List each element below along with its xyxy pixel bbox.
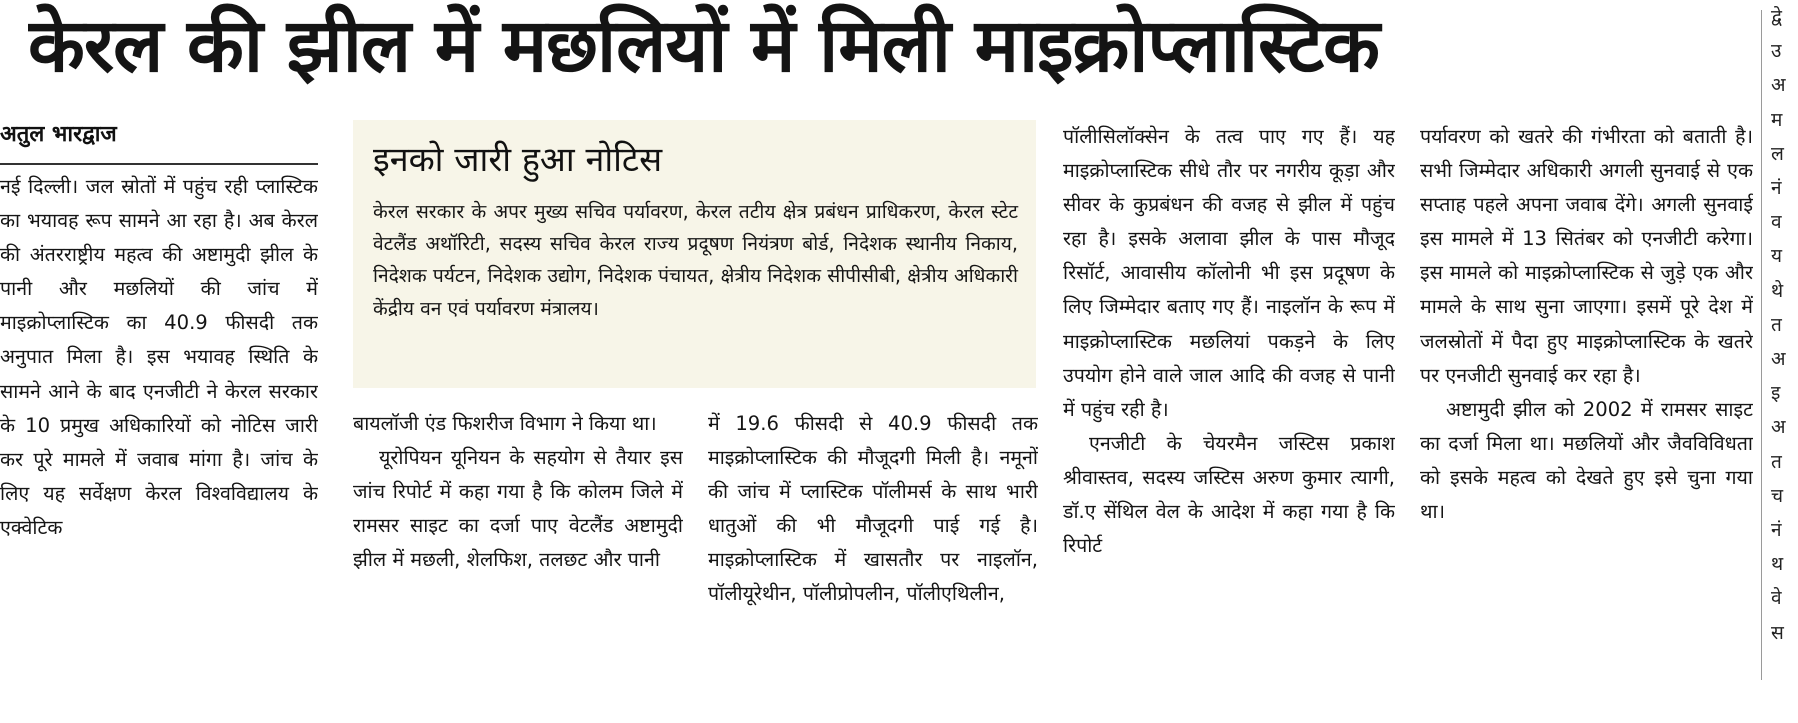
- notice-body: केरल सरकार के अपर मुख्य सचिव पर्यावरण, केरल तटीय क्षेत्र प्रबंधन प्राधिकरण, केरल स्टेट वेटलैंड अथॉरिटी, सदस्य सचिव केरल राज्य प्रदूषण नियंत्रण बोर्ड, निदेशक स्थानीय निकाय, निदेशक पर्यटन, निदेशक उद्योग, निदेशक पंचायत, क्षेत्रीय निदेशक सीपीसीबी, क्षेत्रीय अधिकारी केंद्रीय वन एवं पर्यावरण मंत्रालय।: [373, 200, 1018, 320]
- edge-fragment: य: [1771, 245, 1783, 268]
- edge-fragment: स: [1771, 621, 1784, 644]
- column-4-para-1: पॉलीसिलॉक्सेन के तत्व पाए गए हैं। यह माइक्रोप्लास्टिक सीधे तौर पर नगरीय कूड़ा और सीवर के कुप्रबंधन की वजह से झील में पहुंच रहा है। इसके अलावा झील के पास मौजूद रिसॉर्ट, आवासीय कॉलोनी भी इस प्रदूषण के लिए जिम्मेदार बताए गए हैं। नाइलॉन के रूप में माइक्रोप्लास्टिक मछलियां पकड़ने के लिए उपयोग होने वाले जाल आदि की वजह से पानी में पहुंच रही है।: [1063, 125, 1395, 421]
- edge-fragment: त: [1771, 450, 1782, 473]
- column-divider: [1761, 10, 1762, 680]
- column-5-para-1: पर्यावरण को खतरे की गंभीरता को बताती है। सभी जिम्मेदार अधिकारी अगली सुनवाई से एक सप्ताह पहले अपना जवाब देंगे। अगली सुनवाई इस मामले में 13 सितंबर को एनजीटी करेगा। इस मामले को माइक्रोप्लास्टिक से जुड़े एक और मामले के साथ सुना जाएगा। इसमें पूरे देश में जलस्रोतों में पैदा हुए माइक्रोप्लास्टिक के खतरे पर एनजीटी सुनवाई कर रहा है।: [1420, 125, 1753, 387]
- notice-title: इनको जारी हुआ नोटिस: [373, 140, 663, 180]
- article-column-3: [708, 407, 1038, 685]
- edge-fragment: त: [1771, 313, 1782, 336]
- column-2-para-1: बायलॉजी एंड फिशरीज विभाग ने किया था।: [353, 412, 657, 435]
- adjacent-article-edge: [1771, 0, 1798, 723]
- article-column-2: [353, 407, 683, 685]
- byline-rule: [0, 163, 318, 165]
- notice-box: [353, 120, 1036, 388]
- column-4-para-2: एनजीटी के चेयरमैन जस्टिस प्रकाश श्रीवास्तव, सदस्य जस्टिस अरुण कुमार त्यागी, डॉ.ए सेंथिल वेल के आदेश में कहा गया है कि रिपोर्ट: [1063, 431, 1395, 558]
- edge-fragment: अ: [1771, 74, 1786, 97]
- edge-fragment: च: [1771, 484, 1784, 507]
- article-column-4: [1063, 120, 1395, 685]
- edge-fragment: म: [1771, 108, 1783, 131]
- edge-fragment: उ: [1771, 40, 1782, 63]
- edge-fragment: व: [1771, 211, 1782, 234]
- edge-fragment: अ: [1771, 416, 1786, 439]
- edge-fragment: अ: [1771, 348, 1786, 371]
- edge-fragment: नं: [1771, 519, 1782, 542]
- edge-fragment: थे: [1771, 279, 1784, 302]
- edge-fragment: द्वे: [1771, 6, 1782, 28]
- edge-fragment: इ: [1771, 382, 1781, 405]
- edge-fragment: नं: [1771, 177, 1782, 200]
- column-5-para-2: अष्टामुदी झील को 2002 में रामसर साइट का दर्जा मिला था। मछलियों और जैवविविधता को इसके महत्व को देखते हुए इसे चुना गया था।: [1420, 397, 1753, 524]
- edge-fragment: थ: [1771, 553, 1784, 576]
- edge-fragment: वे: [1771, 587, 1782, 610]
- column-1-text: नई दिल्ली। जल स्रोतों में पहुंच रही प्लास्टिक का भयावह रूप सामने आ रहा है। अब केरल की अंतरराष्ट्रीय महत्व की अष्टामुदी झील के पानी और मछलियों की जांच में माइक्रोप्लास्टिक का 40.9 फीसदी तक अनुपात मिला है। इस भयावह स्थिति के सामने आने के बाद एनजीटी ने केरल सरकार के 10 प्रमुख अधिकारियों को नोटिस जारी कर पूरे मामले में जवाब मांगा है। जांच के लिए यह सर्वेक्षण केरल विश्वविद्यालय के एक्वेटिक: [0, 175, 318, 539]
- byline: अतुल भारद्वाज: [0, 122, 117, 147]
- column-2-para-2: यूरोपियन यूनियन के सहयोग से तैयार इस जांच रिपोर्ट में कहा गया है कि कोलम जिले में रामसर साइट का दर्जा पाए वेटलैंड अष्टामुदी झील में मछली, शेलफिश, तलछट और पानी: [353, 446, 683, 572]
- headline: केरल की झील में मछलियों में मिली माइक्रोप्लास्टिक: [28, 3, 1379, 89]
- edge-fragment: ल: [1771, 142, 1784, 165]
- article-column-1: [0, 170, 318, 685]
- article-column-5: [1420, 120, 1753, 685]
- column-3-text: में 19.6 फीसदी से 40.9 फीसदी तक माइक्रोप्लास्टिक की मौजूदगी मिली है। नमूनों की जांच में प्लास्टिक पॉलीमर्स के साथ भारी धातुओं की भी मौजूदगी पाई गई है। माइक्रोप्लास्टिक में खासतौर पर नाइलॉन, पॉलीयूरेथीन, पॉलीप्रोपलीन, पॉलीएथिलीन,: [708, 412, 1038, 606]
